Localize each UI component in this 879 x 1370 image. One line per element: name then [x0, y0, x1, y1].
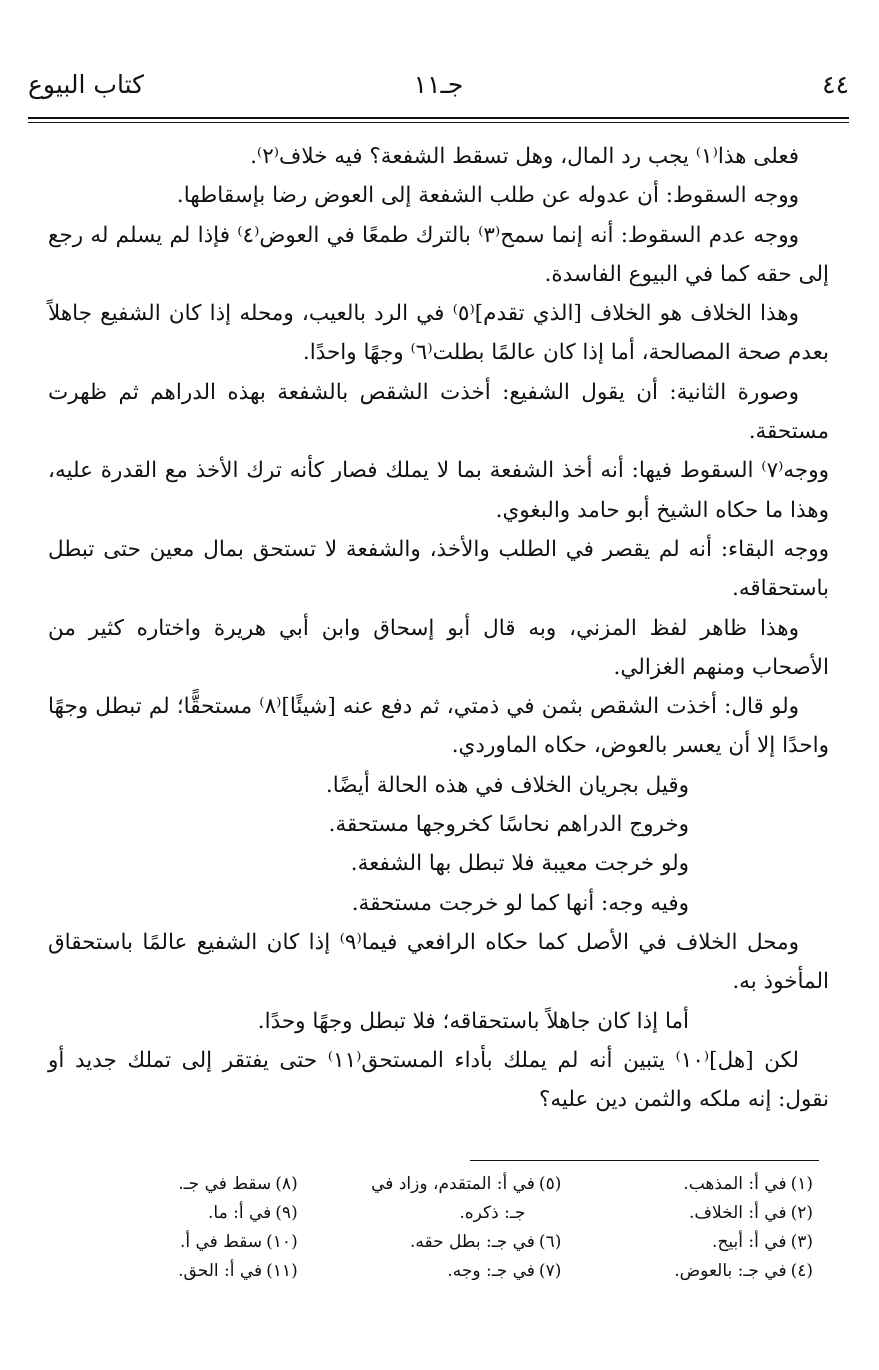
footnote-number: (١١) — [266, 1261, 298, 1281]
paragraph: وقيل بجريان الخلاف في هذه الحالة أيضًا. — [325, 772, 689, 798]
paragraph: ومحل الخلاف في الأصل كما حكاه الرافعي فيما⁽٩⁾ إذا كان الشفيع عالمًا باستحقاق المأخوذ به. — [48, 929, 829, 995]
footnote-text: في جـ: وجه. — [447, 1261, 535, 1281]
footnote-number: (٥) — [538, 1174, 562, 1194]
footnote-item — [298, 1228, 562, 1257]
footnote-item — [70, 1228, 298, 1257]
footnote-item — [561, 1170, 813, 1199]
footnote-text: في أ: المتقدم، وزاد في — [371, 1174, 535, 1194]
footnote-number: (٧) — [538, 1261, 562, 1281]
paragraph: ووجه عدم السقوط: أنه إنما سمح⁽٣⁾ بالترك طمعًا في العوض⁽٤⁾ فإذا لم يسلم له رجع إلى حقه كما في البيوع الفاسدة. — [48, 222, 829, 287]
footnote-number: (١) — [790, 1174, 813, 1194]
paragraph: ولو خرجت معيبة فلا تبطل بها الشفعة. — [350, 851, 689, 877]
footnote-number: (٣) — [790, 1232, 813, 1252]
footnote-text: في أ: الحق. — [178, 1261, 263, 1281]
paragraph: ووجه⁽٧⁾ السقوط فيها: أنه أخذ الشفعة بما لا يملك فصار كأنه ترك الأخذ مع القدرة عليه، وهذا ما حكاه الشيخ أبو حامد والبغوي. — [48, 458, 829, 523]
paragraph: لكن [هل]⁽١٠⁾ يتبين أنه لم يملك بأداء المستحق⁽١١⁾ حتى يفتقر إلى تملك جديد أو نقول: إنه ملكه والثمن دين عليه؟ — [48, 1047, 829, 1113]
footnote-item — [561, 1199, 813, 1228]
footnote-text: جـ: ذكره. — [459, 1203, 526, 1223]
footnote-text: سقط في جـ. — [178, 1174, 272, 1194]
paragraph: وهذا الخلاف هو الخلاف [الذي تقدم]⁽٥⁾ في الرد بالعيب، ومحله إذا كان الشفيع جاهلاً بعدم صحة المصالحة، أما إذا كان عالمًا بطلت⁽٦⁾ وجهًا واحدًا. — [48, 301, 829, 366]
footnote-column-1 — [561, 1170, 813, 1286]
footnote-text: في أ: ما. — [208, 1203, 272, 1223]
footnote-rule — [470, 1160, 819, 1161]
footnote-text: في أ: المذهب. — [683, 1174, 787, 1194]
footnote-number: (٨) — [275, 1174, 298, 1194]
paragraph: أما إذا كان جاهلاً باستحقاقه؛ فلا تبطل وجهًا وحدًا. — [257, 1008, 689, 1034]
footnote-text: في أ: الخلاف. — [688, 1203, 787, 1223]
footnote-item — [70, 1257, 298, 1286]
footnote-item — [298, 1170, 562, 1199]
footnote-number: (٤) — [790, 1261, 813, 1281]
footnote-item — [298, 1199, 562, 1228]
paragraph: ووجه البقاء: أنه لم يقصر في الطلب والأخذ، والشفعة لا تستحق بمال معين حتى تبطل باستحقاقه. — [48, 536, 829, 602]
footnote-text: في أ: أبيح. — [712, 1232, 787, 1252]
page-header — [28, 66, 849, 110]
paragraph: وفيه وجه: أنها كما لو خرجت مستحقة. — [351, 890, 689, 916]
footnote-item — [70, 1170, 298, 1199]
footnote-number: (٢) — [790, 1203, 813, 1223]
main-text — [48, 137, 829, 1119]
paragraph: ولو قال: أخذت الشقص بثمن في ذمتي، ثم دفع عنه [شيئًا]⁽٨⁾ مستحقًّا؛ لم تبطل وجهًا واحدًا إلا أن يعسر بالعوض، حكاه الماوردي. — [48, 694, 829, 759]
footnote-column-2 — [298, 1170, 562, 1286]
footnote-item — [70, 1199, 298, 1228]
page-number: ٤٤ — [822, 70, 849, 99]
footnote-item — [561, 1228, 813, 1257]
book-title: كتاب البيوع — [28, 70, 145, 99]
paragraph: وخروج الدراهم نحاسًا كخروجها مستحقة. — [328, 812, 689, 838]
footnotes — [70, 1170, 813, 1286]
footnote-number: (١٠) — [266, 1232, 298, 1252]
footnote-text: سقط في أ. — [179, 1232, 263, 1252]
paragraph: وهذا ظاهر لفظ المزني، وبه قال أبو إسحاق وابن أبي هريرة واختاره كثير من الأصحاب ومنهم الغزالي. — [48, 615, 829, 680]
footnote-text: في جـ: بالعوض. — [674, 1261, 787, 1281]
paragraph: وصورة الثانية: أن يقول الشفيع: أخذت الشقص بالشفعة بهذه الدراهم ثم ظهرت مستحقة. — [48, 379, 829, 445]
footnote-text: في جـ: بطل حقه. — [410, 1232, 535, 1252]
paragraph: ووجه السقوط: أن عدوله عن طلب الشفعة إلى العوض رضا بإسقاطها. — [176, 183, 799, 209]
header-rule — [28, 117, 849, 123]
volume-label: جـ١١ — [413, 70, 464, 99]
paragraph: فعلى هذا⁽١⁾ يجب رد المال، وهل تسقط الشفعة؟ فيه خلاف⁽٢⁾. — [250, 144, 799, 169]
footnote-item — [561, 1257, 813, 1286]
footnote-number: (٩) — [275, 1203, 298, 1223]
footnote-item — [298, 1257, 562, 1286]
footnote-column-3 — [70, 1170, 298, 1286]
footnote-number: (٦) — [538, 1232, 562, 1252]
